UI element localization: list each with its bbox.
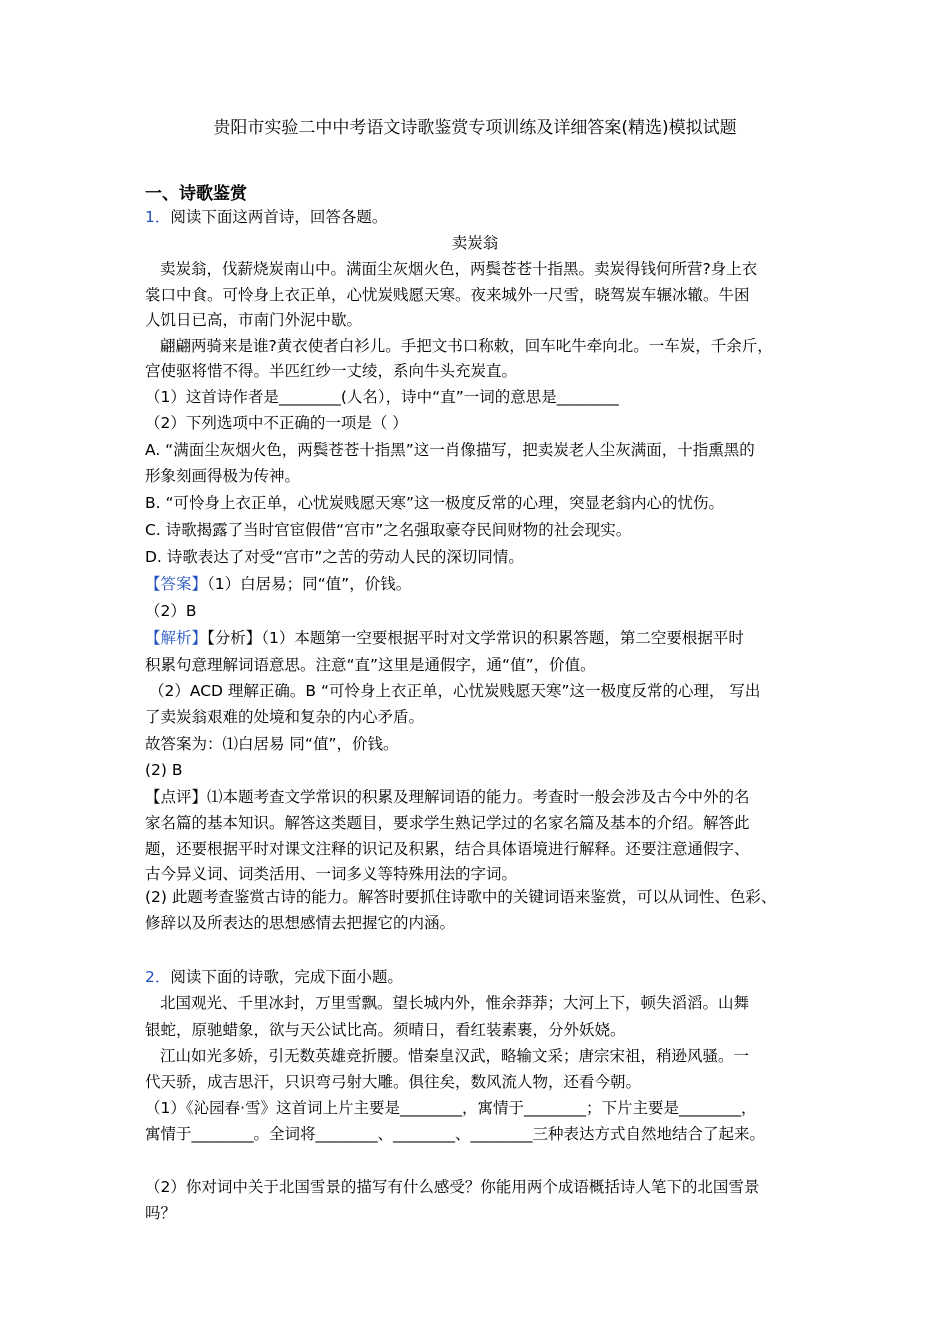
question-text: 阅读下面的诗歌，完成下面小题。 [170, 968, 403, 986]
poem-title: 卖炭翁 [451, 234, 499, 252]
sub-question-2: （2）你对词中关于北国雪景的描写有什么感受？你能用两个成语概括诗人笔下的北国雪景 [145, 1178, 760, 1196]
comment-line: 【点评】⑴本题考查文学常识的积累及理解词语的能力。考查时一般会涉及古今中外的名 [145, 788, 750, 806]
sub-question-1: （1）这首诗作者是________(人名），诗中“直”一词的意思是________ [145, 388, 619, 406]
comment-line: 古今异义词、词类活用、一词多义等特殊用法的字词。 [145, 865, 518, 883]
answer-line-2: （2）B [145, 602, 197, 620]
option-b: B. “可怜身上衣正单，心忧炭贱愿天寒”这一极度反常的心理，突显老翁内心的忧伤。 [145, 494, 725, 512]
analysis-line: 积累句意理解词语意思。注意“直”这里是通假字，通“值”，价值。 [145, 656, 596, 674]
comment-line: 家名篇的基本知识。解答这类题目，要求学生熟记学过的名家名篇及基本的介绍。解答此 [145, 814, 750, 832]
analysis-line: 了卖炭翁艰难的处境和复杂的内心矛盾。 [145, 708, 425, 726]
answer-line [145, 574, 411, 594]
comment-line: (2) 此题考查鉴赏古诗的能力。解答时要抓住诗歌中的关键词语来鉴赏，可以从词性、色彩、 [145, 888, 777, 906]
section-heading: 一、诗歌鉴赏 [145, 184, 247, 204]
comment-line: 题，还要根据平时对课文注释的识记及积累，结合具体语境进行解释。还要注意通假字、 [145, 840, 750, 858]
analysis-tag: 【解析】 [145, 629, 208, 647]
poem-line: 宫使驱将惜不得。半匹红纱一丈绫，系向牛头充炭直。 [145, 362, 518, 380]
option-d: D. 诗歌表达了对受“宫市”之苦的劳动人民的深切同情。 [145, 548, 524, 566]
sub-question-2-cont: 吗？ [145, 1204, 177, 1222]
poem-line: 北国观光、千里冰封，万里雪飘。望长城内外，惟余莽莽；大河上下，顿失滔滔。山舞 [160, 994, 750, 1012]
question-2-prompt [145, 967, 403, 987]
answer-text: （1）白居易；同“值”，价钱。 [207, 575, 412, 593]
question-1-prompt [145, 207, 387, 227]
analysis-line: 故答案为：⑴白居易 同“值”，价钱。 [145, 735, 399, 753]
sub-question-1-cont: 寓情于________。全词将________、________、________三种表达方式自然地结合了起来。 [145, 1125, 766, 1143]
comment-line: 修辞以及所表达的思想感情去把握它的内涵。 [145, 914, 456, 932]
poem-line: 翩翩两骑来是谁?黄衣使者白衫儿。手把文书口称敕，回车叱牛牵向北。一车炭，千余斤， [160, 337, 773, 355]
document-title: 贵阳市实验二中中考语文诗歌鉴赏专项训练及详细答案(精选)模拟试题 [213, 118, 737, 138]
analysis-line: (2) B [145, 761, 183, 779]
poem-line: 江山如光多娇，引无数英雄竞折腰。惜秦皇汉武，略输文采；唐宗宋祖，稍逊风骚。一 [160, 1047, 750, 1065]
analysis-text: 【分析】（1）本题第一空要根据平时对文学常识的积累答题，第二空要根据平时 [207, 629, 744, 647]
analysis-line: （2）ACD 理解正确。B “可怜身上衣正单，心忧炭贱愿天寒”这一极度反常的心理， 写出 [149, 682, 761, 700]
answer-tag: 【答案】 [145, 575, 208, 593]
poem-line: 银蛇，原驰蜡象，欲与天公试比高。须晴日，看红装素裹，分外妖娆。 [145, 1021, 626, 1039]
poem-line: 代天骄，成吉思汗，只识弯弓射大雕。俱往矣，数风流人物，还看今朝。 [145, 1073, 642, 1091]
sub-question-1: （1）《沁园春·雪》这首词上片主要是________，寓情于________；下片主要是________， [145, 1099, 757, 1117]
option-a-cont: 形象刻画得极为传神。 [145, 467, 301, 485]
sub-question-2: （2）下列选项中不正确的一项是（ ） [145, 414, 408, 432]
poem-line: 人饥日已高，市南门外泥中歇。 [145, 311, 363, 329]
poem-line: 裳口中食。可怜身上衣正单，心忧炭贱愿天寒。夜来城外一尺雪，晓驾炭车辗冰辙。牛困 [145, 286, 750, 304]
analysis-line [145, 628, 744, 648]
question-number: 1． [145, 208, 171, 226]
poem-line: 卖炭翁，伐薪烧炭南山中。满面尘灰烟火色，两鬓苍苍十指黑。卖炭得钱何所营?身上衣 [160, 260, 758, 278]
option-a: A. “满面尘灰烟火色，两鬓苍苍十指黑”这一肖像描写，把卖炭老人尘灰满面，十指熏黑的 [145, 441, 755, 459]
option-c: C. 诗歌揭露了当时官宦假借“宫市”之名强取豪夺民间财物的社会现实。 [145, 521, 632, 539]
question-text: 阅读下面这两首诗，回答各题。 [170, 208, 388, 226]
question-number: 2． [145, 968, 171, 986]
